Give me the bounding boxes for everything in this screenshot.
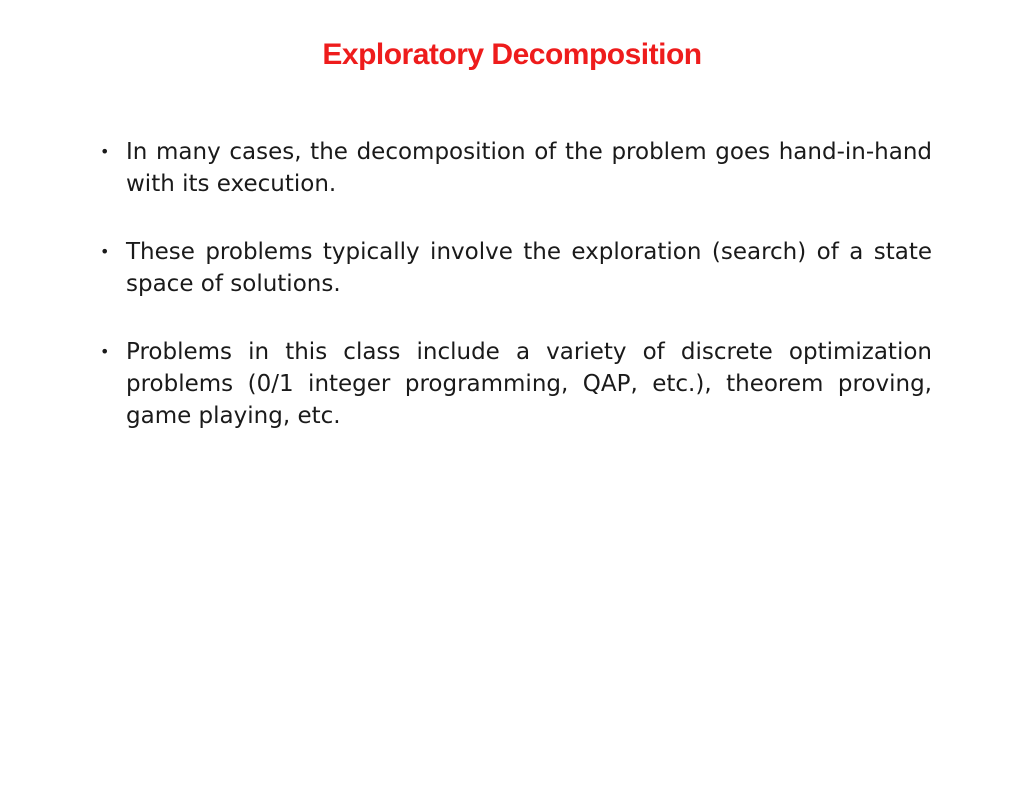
bullet-point-icon: • <box>100 242 110 261</box>
bullet-text: In many cases, the decomposition of the problem goes hand-in-hand with its execution. <box>126 139 932 197</box>
bullet-list <box>100 136 932 468</box>
bullet-item <box>100 336 932 432</box>
bullet-item <box>100 236 932 300</box>
bullet-point-icon: • <box>100 342 110 361</box>
bullet-point-icon: • <box>100 142 110 161</box>
bullet-item <box>100 136 932 200</box>
bullet-text: These problems typically involve the exploration (search) of a state space of solutions. <box>126 239 932 297</box>
slide-title: Exploratory Decomposition <box>322 38 702 71</box>
bullet-text: Problems in this class include a variety of discrete optimization problems (0/1 integer programming, QAP, etc.), theorem proving, game playing, etc. <box>126 339 932 429</box>
